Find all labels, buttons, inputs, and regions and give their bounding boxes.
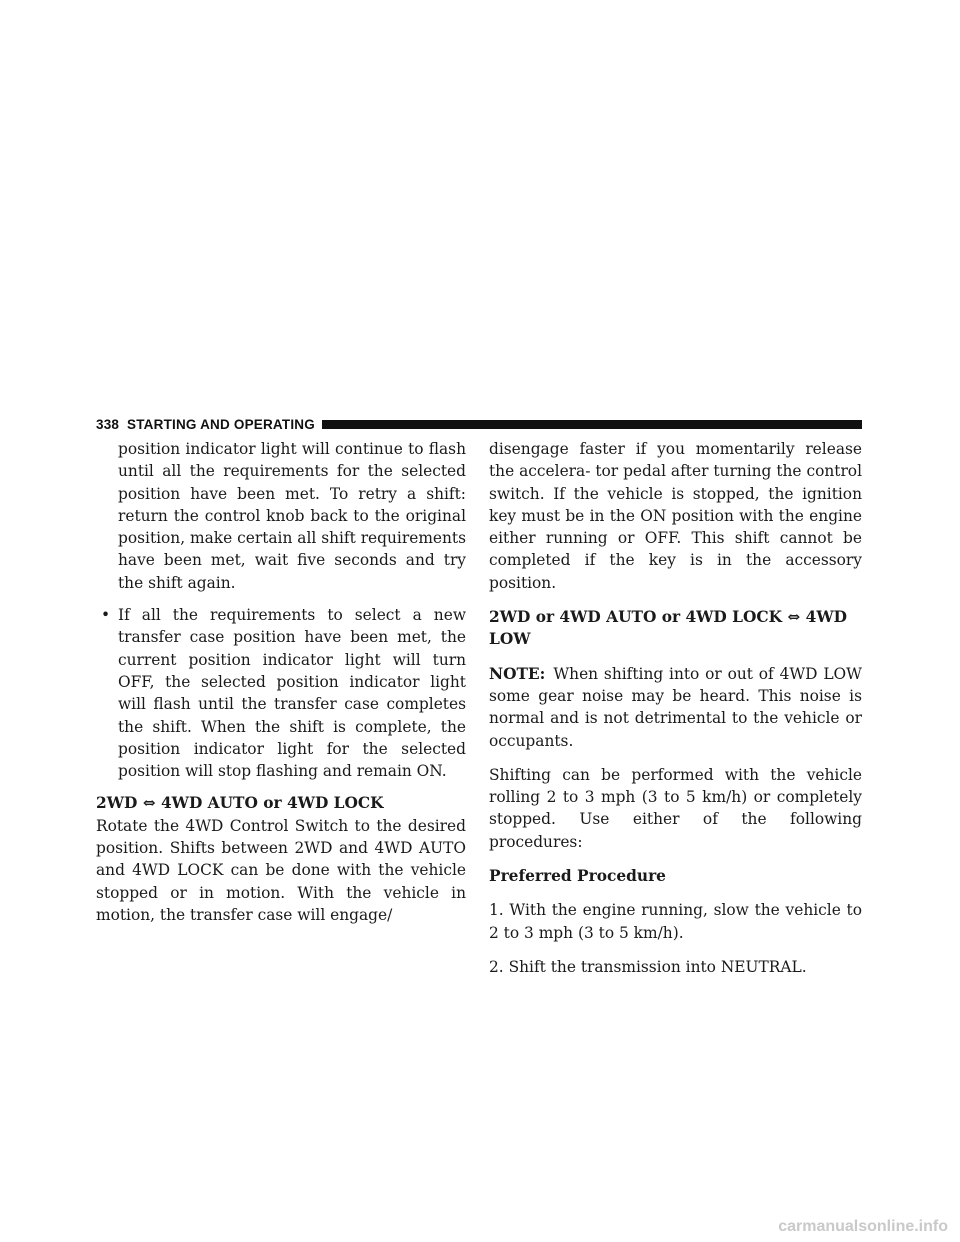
watermark: carmanualsonline.info (778, 1218, 948, 1235)
procedure-step-1: 1. With the engine running, slow the vehicle to 2 to 3 mph (3 to 5 km/h). (489, 901, 862, 942)
section-heading-4wd-low: 2WD or 4WD AUTO or 4WD LOCK ⇔ 4WD LOW (489, 608, 847, 649)
left-column (96, 438, 466, 926)
note-paragraph (489, 663, 862, 752)
right-column (489, 438, 862, 978)
note-text: When shifting into or out of 4WD LOW some gear noise may be heard. This noise is normal and is not detrimental to the vehicle or occupants. (489, 664, 862, 750)
shifting-paragraph: Shifting can be performed with the vehicle rolling 2 to 3 mph (3 to 5 km/h) or completely stopped. Use either of the following procedures: (489, 765, 862, 851)
section-title: STARTING AND OPERATING (127, 416, 315, 432)
bullet-item (96, 604, 466, 782)
page-header (96, 416, 862, 432)
continued-paragraph-right: disengage faster if you momentarily release the accelera- tor pedal after turning the control switch. If the vehicle is stopped, the ignition key must be in the ON position with the engine either running or OFF. This shift cannot be completed if the key is in the accessory position. (489, 440, 862, 592)
bullet-text: If all the requirements to select a new transfer case position have been met, the current position indicator light will turn OFF, the selected position indicator light will flash until the transfer case completes the shift. When the shift is complete, the position indicator light for the selected position will stop flashing and remain ON. (118, 606, 466, 781)
section-heading-2wd-4wd: 2WD ⇔ 4WD AUTO or 4WD LOCK (96, 794, 384, 813)
procedure-heading: Preferred Procedure (489, 867, 666, 886)
procedure-step-2: 2. Shift the transmission into NEUTRAL. (489, 957, 807, 976)
control-switch-paragraph: Rotate the 4WD Control Switch to the desired position. Shifts between 2WD and 4WD AUTO and 4WD LOCK can be done with the vehicle stopped or in motion. With the vehicle in motion, the transfer case will engage/ (96, 816, 466, 924)
continued-paragraph: position indicator light will continue to flash until all the requirements for the selected position have been met. To retry a shift: return the control knob back to the original position, make certain all shift requirements have been met, wait five seconds and try the shift again. (118, 440, 467, 592)
bullet-marker: • (101, 606, 111, 625)
page-number-and-section (96, 417, 315, 432)
note-label: NOTE: (489, 664, 546, 683)
page-number: 338 (96, 416, 120, 432)
header-rule (322, 420, 862, 429)
